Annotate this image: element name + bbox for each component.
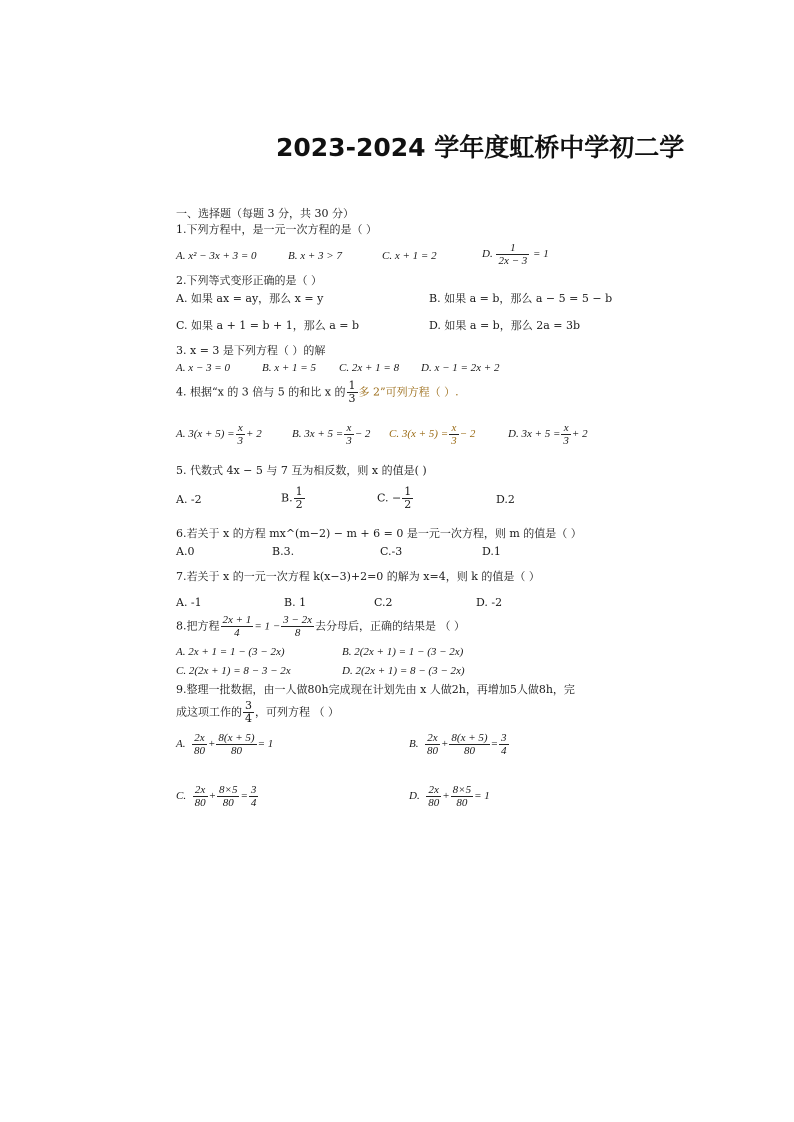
stem-part: 多 2”可列方程（ ）. <box>358 385 459 399</box>
question-4-option-a: A. 3(x + 5) = $\frac{x}{3}$ + 2 <box>176 422 262 447</box>
question-9-option-d: D. $\frac{2x}{80}$ + $\frac{8\times 5}{80}$ = 1 <box>409 784 490 809</box>
question-8-option-d: D. 2(2x + 1) = 8 − (3 − 2x) <box>342 665 465 677</box>
question-3-stem: 3. x = 3 是下列方程（ ）的解 <box>176 344 326 357</box>
question-7-stem: 7.若关于 x 的一元一次方程 k(x−3)+2=0 的解为 x=4，则 k 的值是（ ） <box>176 570 540 583</box>
question-6-option-a: A.0 <box>176 545 195 558</box>
stem-part: 4. 根据“x 的 3 倍与 5 的和比 x 的 <box>176 385 346 399</box>
option-label: D. <box>482 248 493 261</box>
question-1-option-d <box>482 242 549 267</box>
question-5-option-c: C. − $\frac{1}{2}$ <box>377 485 412 511</box>
question-9-option-b: B. $\frac{2x}{80}$ + $\frac{8(x + 5)}{80}$ = $\frac{3}{4}$ <box>409 732 507 757</box>
question-7-option-a: A. -1 <box>176 596 202 609</box>
question-4-stem <box>176 380 459 405</box>
question-2-option-d: D. 如果 a = b，那么 2a = 3b <box>429 319 581 332</box>
question-1-stem: 1.下列方程中，是一元一次方程的是（ ） <box>176 223 377 236</box>
question-9-option-c: C. $\frac{2x}{80}$ + $\frac{8\times 5}{80}$ = $\frac{3}{4}$ <box>176 784 257 809</box>
question-9-stem-line1: 9.整理一批数据，由一人做80h完成现在计划先由 x 人做2h，再增加5人做8h，完 <box>176 683 575 696</box>
question-2-stem: 2.下列等式变形正确的是（ ） <box>176 274 322 287</box>
question-7-option-c: C.2 <box>374 596 393 609</box>
question-7-option-d: D. -2 <box>476 596 503 609</box>
question-6-option-b: B.3. <box>272 545 295 558</box>
question-4-option-d: D. 3x + 5 = $\frac{x}{3}$ + 2 <box>508 422 588 447</box>
question-1-option-a: A. x² − 3x + 3 = 0 <box>176 250 257 262</box>
fraction: $\frac{1}{2x - 3}$ <box>498 242 528 267</box>
question-8-option-a: A. 2x + 1 = 1 − (3 − 2x) <box>176 646 285 658</box>
question-1-option-b: B. x + 3 > 7 <box>288 250 342 262</box>
question-2-option-b: B. 如果 a = b，那么 a − 5 = 5 − b <box>429 292 613 305</box>
question-9-option-a: A. $\frac{2x}{80}$ + $\frac{8(x + 5)}{80}$ = 1 <box>176 732 274 757</box>
option-tail: = 1 <box>533 248 549 261</box>
page-title: 2023-2024 学年度虹桥中学初二学 <box>276 133 685 162</box>
question-5-option-d: D.2 <box>496 493 515 506</box>
fraction: $\frac{1}{3}$ <box>348 379 356 405</box>
question-2-option-c: C. 如果 a + 1 = b + 1，那么 a = b <box>176 319 360 332</box>
question-3-option-c: C. 2x + 1 = 8 <box>339 362 400 374</box>
question-5-option-b: B. $\frac{1}{2}$ <box>281 485 303 511</box>
question-5-stem: 5. 代数式 4x − 5 与 7 互为相反数，则 x 的值是( ) <box>176 464 427 477</box>
question-5-option-a: A. -2 <box>176 493 202 506</box>
question-8-option-b: B. 2(2x + 1) = 1 − (3 − 2x) <box>342 646 464 658</box>
question-2-option-a: A. 如果 ax = ay，那么 x = y <box>176 292 324 305</box>
question-6-option-c: C.-3 <box>380 545 403 558</box>
question-4-option-b: B. 3x + 5 = $\frac{x}{3}$ − 2 <box>292 422 371 447</box>
question-7-option-b: B. 1 <box>284 596 307 609</box>
question-3-option-a: A. x − 3 = 0 <box>176 362 230 374</box>
question-1-option-c: C. x + 1 = 2 <box>382 250 437 262</box>
question-3-option-b: B. x + 1 = 5 <box>262 362 316 374</box>
question-3-option-d: D. x − 1 = 2x + 2 <box>421 362 500 374</box>
question-4-option-c: C. 3(x + 5) = $\frac{x}{3}$ − 2 <box>389 422 476 447</box>
question-8-stem: 8.把方程 $\frac{2x + 1}{4}$ = 1 − $\frac{3 - 2x}{8}$ 去分母后，正确的结果是 （ ） <box>176 614 465 639</box>
question-6-option-d: D.1 <box>482 545 501 558</box>
question-9-stem-line2: 成这项工作的 $\frac{3}{4}$ ，可列方程 （ ） <box>176 699 339 725</box>
section-heading: 一、选择题（每题 3 分，共 30 分） <box>176 207 354 220</box>
question-8-option-c: C. 2(2x + 1) = 8 − 3 − 2x <box>176 665 291 677</box>
question-6-stem: 6.若关于 x 的方程 mx^(m−2) − m + 6 = 0 是一元一次方程，则 m 的值是（ ） <box>176 527 582 540</box>
